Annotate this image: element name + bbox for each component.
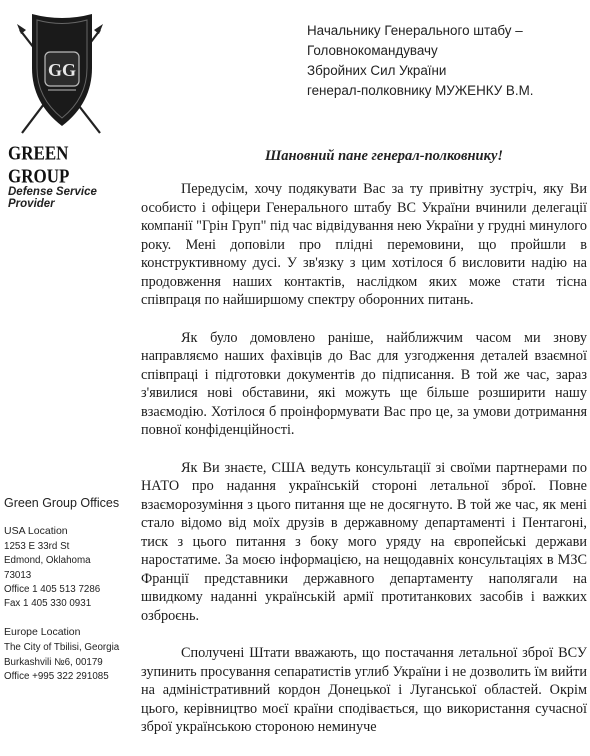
office-location-europe bbox=[4, 625, 134, 684]
addressee-line: Головнокомандувачу bbox=[307, 43, 438, 58]
location-line: Fax 1 405 330 0931 bbox=[4, 598, 92, 610]
location-line: 73013 bbox=[4, 569, 32, 581]
location-line: Edmond, Oklahoma bbox=[4, 555, 91, 567]
location-line: Office +995 322 291085 bbox=[4, 670, 109, 682]
body-paragraph: Передусім, хочу подякувати Вас за ту привітну зустріч, яку Ви особисто і офіцери Генерального штабу ВС України вчинили делегації компанії "Грін Груп" під час відвідування нею України у грудні минулого року. Мені доповіли про плідні перемовини, що пройшли в конструктивному дусі. У зв'язку з цим хотілося б висловити надію на продовження наших контактів, наслідком яких може стати тісна співпраця по найширшому спектру оборонних питань. bbox=[141, 181, 587, 308]
addressee-block bbox=[307, 21, 533, 101]
letterhead-brand bbox=[8, 142, 128, 210]
location-line: Office 1 405 513 7286 bbox=[4, 583, 101, 595]
salutation: Шановний пане генерал-полковнику! bbox=[264, 148, 504, 164]
addressee-line: Начальнику Генерального штабу – bbox=[307, 23, 523, 38]
svg-text:GG: GG bbox=[47, 60, 77, 80]
location-name: Europe Location bbox=[4, 626, 81, 639]
body-paragraph: Як Ви знаєте, США ведуть консультації зі своїми партнерами по НАТО про надання українській стороні летальної зброї. Повне взаєморозуміння з цього питання ще не досягнуто. В той же час, як мені стало відомо від моїх друзів в державному департаменті і Пентагоні, тиск з цього питання з боку мого уряду на європейські держави наростатиме. За моєю інформацією, на нещодавніх консультаціях в МЗС Франції представники державного департаменту наполягали на швидкому наданні українській армії протитанкових засобів і важких озброєнь. bbox=[141, 459, 587, 624]
location-line: The City of Tbilisi, Georgia bbox=[4, 642, 120, 654]
location-name: USA Location bbox=[4, 525, 68, 537]
shield-emblem-icon bbox=[12, 8, 112, 140]
offices-sidebar bbox=[4, 496, 134, 698]
body-paragraph: Сполучені Штати вважають, що постачання летальної зброї ВСУ зупинить просування сепаратистів углиб України і не дозволить їм вийти на адміністративний кордон Донецької і Луганської областей. Окрім цього, керівництво моєї країни сподівається, що використання сучасної зброї українською стороною неминуче bbox=[141, 645, 587, 735]
location-line: Burkashvili №6, 00179 bbox=[4, 656, 103, 668]
letter-body bbox=[141, 180, 587, 756]
offices-title: Green Group Offices bbox=[4, 496, 120, 510]
addressee-line: Збройних Сил України bbox=[307, 63, 447, 78]
addressee-line: генерал-полковнику МУЖЕНКУ В.М. bbox=[307, 83, 534, 98]
company-tagline: Defense Service Provider bbox=[8, 186, 97, 210]
company-logo bbox=[12, 8, 122, 140]
office-location-usa bbox=[4, 524, 134, 611]
company-name: GREEN GROUP bbox=[8, 142, 70, 187]
location-line: 1253 E 33rd St bbox=[4, 541, 70, 553]
body-paragraph: Як було домовлено раніше, найближчим часом ми знову направляємо наших фахівців до Вас для узгодження деталей взаємної співпраці і підготовки документів до підписання. В той же час, зараз з'явилися нові обставини, які можуть ще більше розширити нашу взаємодію. Хотілося б проінформувати Вас про це, за умови дотримання повної конфіденційності. bbox=[141, 329, 587, 438]
